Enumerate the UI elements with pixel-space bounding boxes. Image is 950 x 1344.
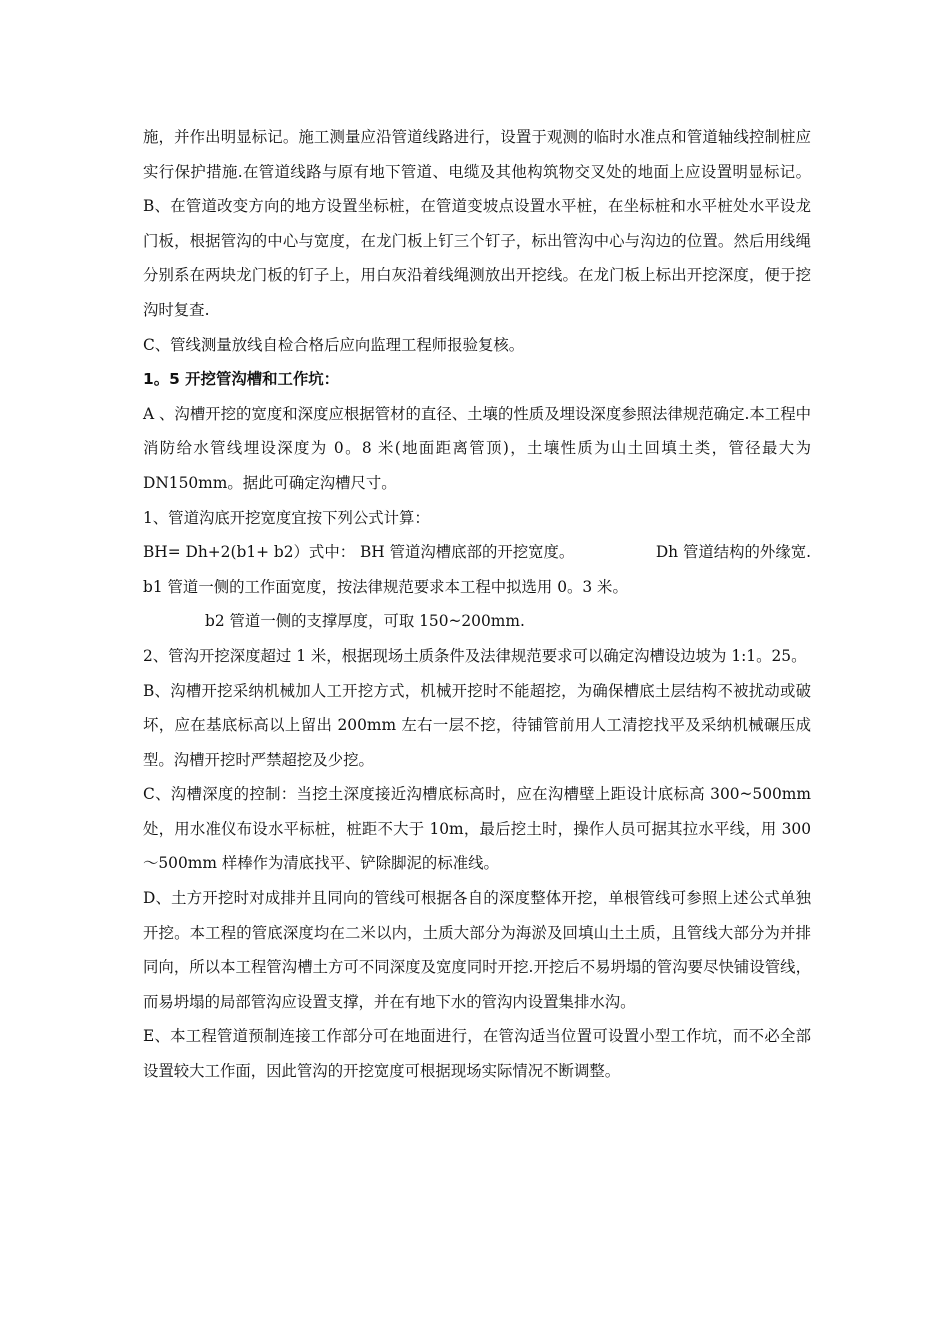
formula-line <box>143 535 811 570</box>
paragraph-trench-slope: 2、管沟开挖深度超过 1 米，根据现场土质条件及法律规范要求可以确定沟槽设边坡为 1:1。25。 <box>143 646 807 665</box>
paragraph-work-pits: E、本工程管道预制连接工作部分可在地面进行，在管沟适当位置可设置小型工作坑，而不必全部设置较大工作面，因此管沟的开挖宽度可根据现场实际情况不断调整。 <box>143 1027 811 1081</box>
paragraph-parallel-excavation: D、土方开挖时对成排并且同向的管线可根据各自的深度整体开挖，单根管线可参照上述公式单独开挖。本工程的管底深度均在二米以内，土质大部分为海淤及回填山土土质，且管线大部分为并排同向，所以本工程管沟槽土方可不同深度及宽度同时开挖.开挖后不易坍塌的管沟要尽快铺设管线，而易坍塌的局部管沟应设置支撑，并在有地下水的管沟内设置集排水沟。 <box>143 889 811 1011</box>
paragraph-survey-check: C、管线测量放线自检合格后应向监理工程师报验复核。 <box>143 335 525 354</box>
formula-right-text: Dh 管道结构的外缘宽. <box>655 543 811 562</box>
paragraph-survey-marking: 施，并作出明显标记。施工测量应沿管道线路进行，设置于观测的临时水准点和管道轴线控制桩应实行保护措施.在管道线路与原有地下管道、电缆及其他构筑物交叉处的地面上应设置明显标记。B、在管道改变方向的地方设置坐标桩，在管道变坡点设置水平桩，在坐标桩和水平桩处水平设龙门板，根据管沟的中心与宽度，在龙门板上钉三个钉子，标出管沟中心与沟边的位置。然后用线绳分别系在两块龙门板的钉子上，用白灰沿着线绳测放出开挖线。在龙门板上标出开挖深度，便于挖沟时复查. <box>143 128 811 319</box>
document-body <box>143 120 811 1089</box>
paragraph-width-formula-intro: 1、管道沟底开挖宽度宜按下列公式计算： <box>143 508 430 527</box>
section-heading-trench-excavation: 1。5 开挖管沟槽和工作坑： <box>143 370 340 389</box>
paragraph-excavation-method: B、沟槽开挖采纳机械加人工开挖方式，机械开挖时不能超挖，为确保槽底土层结构不被扰动或破坏，应在基底标高以上留出 200mm 左右一层不挖，待铺管前用人工清挖找平及采纳机械碾压成型。沟槽开挖时严禁超挖及少挖。 <box>143 681 811 769</box>
formula-left-text: BH= Dh+2(b1+ b2）式中： BH 管道沟槽底部的开挖宽度。 <box>143 543 575 562</box>
paragraph-depth-control: C、沟槽深度的控制：当挖土深度接近沟槽底标高时，应在沟槽壁上距设计底标高 300~500mm 处，用水准仪布设水平标桩，桩距不大于 10m，最后挖土时，操作人员可据其拉水平线，用 300～500mm 样棒作为清底找平、铲除脚泥的标准线。 <box>143 785 811 873</box>
paragraph-b2-definition: b2 管道一侧的支撑厚度，可取 150~200mm. <box>205 612 525 631</box>
paragraph-b1-definition: b1 管道一侧的工作面宽度，按法律规范要求本工程中拟选用 0。3 米。 <box>143 577 628 596</box>
paragraph-trench-dimensions: A 、沟槽开挖的宽度和深度应根据管材的直径、土壤的性质及埋设深度参照法律规范确定.本工程中消防给水管线埋设深度为 0。8 米(地面距离管顶)，土壤性质为山土回填土类，管径最大为 DN150mm。据此可确定沟槽尺寸。 <box>143 404 811 492</box>
